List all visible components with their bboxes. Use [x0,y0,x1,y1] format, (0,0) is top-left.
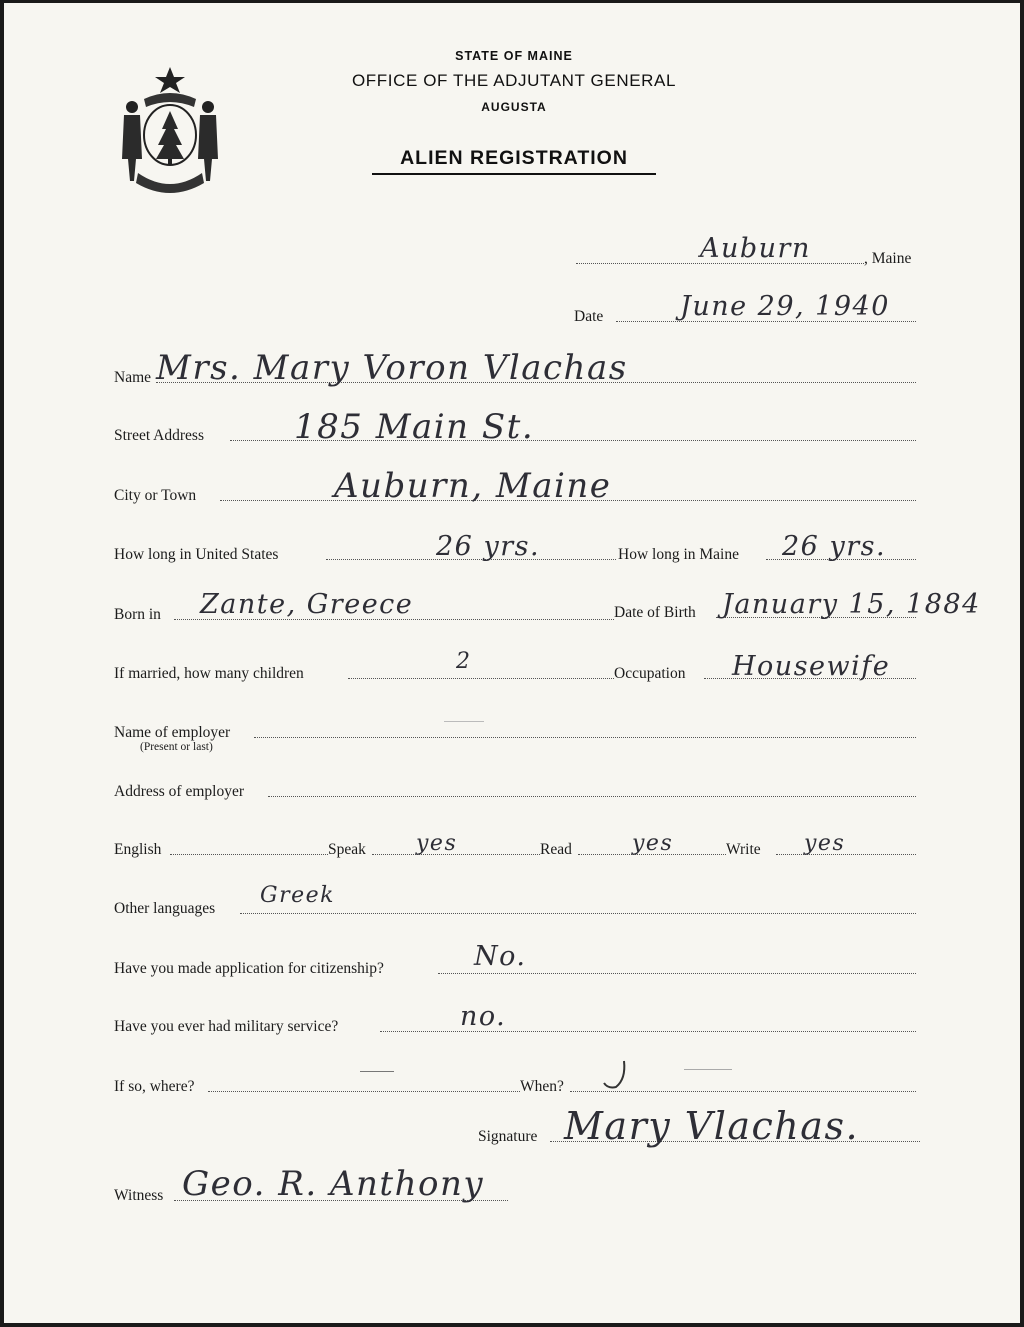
children-value[interactable]: 2 [456,649,472,674]
employer-blank-stroke [444,721,484,722]
employer-label: Name of employer [114,724,231,741]
employer-sublabel: (Present or last) [140,741,213,753]
signature-label: Signature [478,1128,538,1145]
street-address-label: Street Address [114,427,204,444]
where-dash [360,1071,394,1072]
when-dash [684,1069,732,1070]
when-label: When? [520,1078,564,1095]
how-long-us-label: How long in United States [114,546,279,563]
employer-address-line[interactable] [268,796,916,797]
other-languages-label: Other languages [114,900,216,917]
witness-label: Witness [114,1187,164,1204]
when-line[interactable] [570,1091,916,1092]
place-value[interactable]: Auburn [700,233,811,264]
english-line [170,854,328,855]
military-label: Have you ever had military service? [114,1018,339,1035]
when-checkmark-stroke [602,1059,642,1091]
where-line[interactable] [208,1091,520,1092]
date-value[interactable]: June 29, 1940 [680,291,890,322]
how-long-us-value[interactable]: 26 yrs. [436,531,541,562]
citizenship-label: Have you made application for citizenship? [114,960,384,977]
employer-address-label: Address of employer [114,783,244,800]
registration-form-page [4,3,1020,1323]
write-value[interactable]: yes [804,831,846,856]
date-of-birth-value[interactable]: January 15, 1884 [722,589,981,620]
other-languages-value[interactable]: Greek [260,883,335,908]
how-long-maine-label: How long in Maine [618,546,739,563]
name-label: Name [114,369,152,386]
english-label: English [114,841,162,858]
seal-motto-text: MAINE [150,169,193,180]
speak-label: Speak [328,841,366,858]
speak-value[interactable]: yes [416,831,458,856]
citizenship-value[interactable]: No. [474,941,527,972]
office-heading: OFFICE OF THE ADJUTANT GENERAL [351,71,677,90]
name-value[interactable]: Mrs. Mary Voron Vlachas [156,348,628,388]
read-label: Read [540,841,572,858]
form-title: ALIEN REGISTRATION [372,147,656,175]
read-value[interactable]: yes [632,831,674,856]
witness-value[interactable]: Geo. R. Anthony [182,1164,485,1204]
occupation-value[interactable]: Housewife [732,651,891,682]
citizenship-line [438,973,916,974]
how-long-maine-value[interactable]: 26 yrs. [782,531,887,562]
other-languages-line [240,913,916,914]
born-in-value[interactable]: Zante, Greece [200,589,414,620]
children-line [348,678,614,679]
state-heading: STATE OF MAINE [455,49,573,63]
occupation-label: Occupation [614,665,686,682]
street-address-value[interactable]: 185 Main St. [294,407,535,447]
city-heading: AUGUSTA [481,100,547,114]
maine-suffix: , Maine [864,250,912,267]
children-label: If married, how many children [114,665,304,682]
write-line [776,854,916,855]
where-label: If so, where? [114,1078,195,1095]
date-of-birth-label: Date of Birth [614,604,696,621]
employer-line[interactable] [254,737,916,738]
signature-value[interactable]: Mary Vlachas. [564,1104,860,1148]
date-label: Date [574,308,604,325]
city-value[interactable]: Auburn, Maine [334,466,612,506]
city-label: City or Town [114,487,197,504]
born-in-label: Born in [114,606,161,623]
military-value[interactable]: no. [460,1001,507,1032]
write-label: Write [726,841,761,858]
